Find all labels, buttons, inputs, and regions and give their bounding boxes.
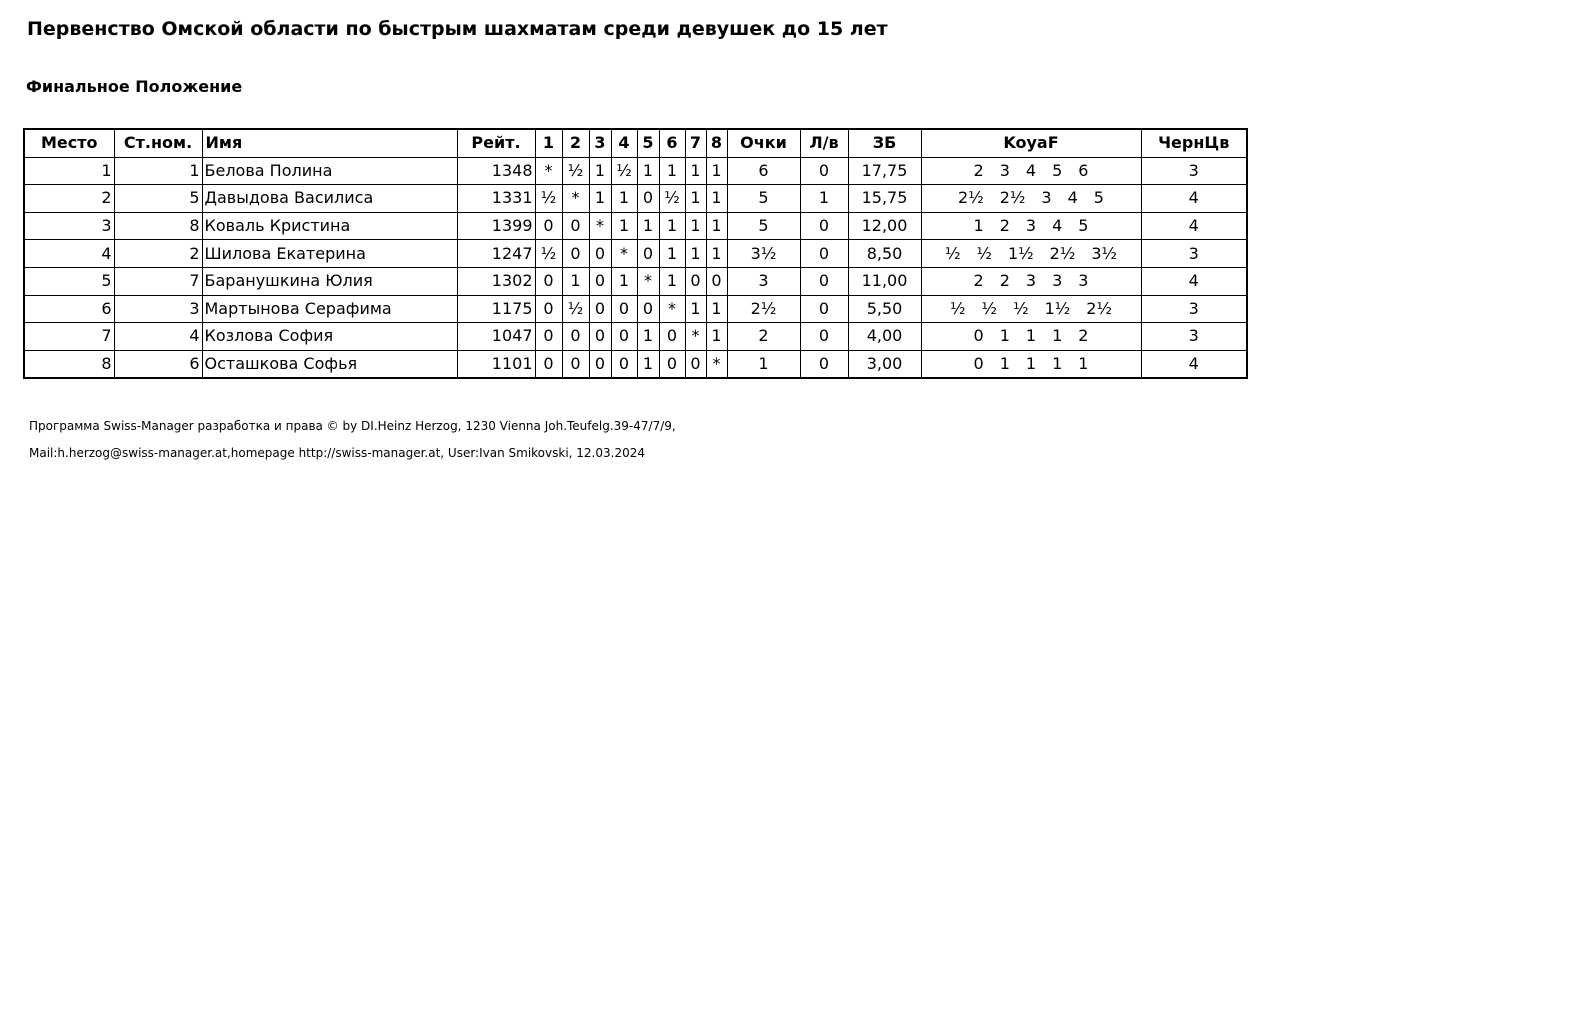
round-result-cell: 1: [611, 185, 637, 213]
round-result-cell: 0: [659, 323, 685, 351]
header-start-number: Ст.ном.: [114, 129, 202, 157]
round-result-cell: 1: [637, 350, 659, 378]
points-cell: 2: [727, 323, 800, 351]
header-points: Очки: [727, 129, 800, 157]
rating-cell: 1399: [457, 212, 535, 240]
round-result-cell: 0: [637, 295, 659, 323]
table-row: [24, 157, 1247, 185]
round-result-cell: 1: [706, 323, 727, 351]
round-result-cell: 0: [535, 212, 562, 240]
start-number-cell: 4: [114, 323, 202, 351]
round-result-cell: 1: [659, 157, 685, 185]
place-cell: 7: [24, 323, 114, 351]
round-result-cell: 0: [535, 350, 562, 378]
tiebreak-2-value: 1: [999, 354, 1010, 374]
tiebreak-2-cell: [921, 240, 1141, 268]
header-round-4: 4: [611, 129, 637, 157]
footer-copyright: Программа Swiss-Manager разработка и права © by DI.Heinz Herzog, 1230 Vienna Joh.Teufelg.39-47/7/9,: [29, 419, 676, 433]
table-row: [24, 295, 1247, 323]
place-cell: 2: [24, 185, 114, 213]
place-cell: 4: [24, 240, 114, 268]
round-result-cell: 1: [685, 212, 706, 240]
standings-table: [23, 128, 1248, 379]
round-result-cell: 1: [685, 240, 706, 268]
table-row: [24, 212, 1247, 240]
round-result-cell: 1: [589, 185, 611, 213]
wins-cell: 1: [800, 185, 848, 213]
tiebreak-2-cell: [921, 295, 1141, 323]
tiebreak-2-value: 1: [1025, 354, 1037, 374]
rating-cell: 1175: [457, 295, 535, 323]
tiebreak-2-value: ½: [976, 243, 992, 263]
tiebreak-2-cell: [921, 185, 1141, 213]
round-result-cell: *: [611, 240, 637, 268]
round-result-cell: 1: [659, 212, 685, 240]
header-tiebreak-1: ЗБ: [848, 129, 921, 157]
header-round-3: 3: [589, 129, 611, 157]
player-name-cell: Козлова София: [202, 323, 457, 351]
round-result-cell: 0: [637, 240, 659, 268]
tiebreak-2-value: 2: [999, 271, 1010, 291]
tiebreak-2-value: 5: [1093, 188, 1104, 208]
tiebreak-1-cell: 15,75: [848, 185, 921, 213]
wins-cell: 0: [800, 323, 848, 351]
tiebreak-2-value: ½: [981, 298, 998, 318]
player-name-cell: Белова Полина: [202, 157, 457, 185]
tiebreak-2-value: 3: [1025, 216, 1037, 236]
header-round-8: 8: [706, 129, 727, 157]
round-result-cell: 1: [685, 295, 706, 323]
tiebreak-2-value: ½: [944, 243, 961, 263]
round-result-cell: 1: [659, 267, 685, 295]
round-result-cell: 0: [535, 295, 562, 323]
tiebreak-2-value: 1½: [1044, 298, 1071, 318]
place-cell: 6: [24, 295, 114, 323]
tiebreak-2-cell: [921, 212, 1141, 240]
tiebreak-2-value: 5: [1052, 160, 1063, 180]
header-round-6: 6: [659, 129, 685, 157]
points-cell: 1: [727, 350, 800, 378]
rating-cell: 1302: [457, 267, 535, 295]
tiebreak-3-cell: 4: [1141, 212, 1247, 240]
document-title: Первенство Омской области по быстрым шахматам среди девушек до 15 лет: [27, 18, 888, 40]
rating-cell: 1247: [457, 240, 535, 268]
tiebreak-2-value: ½: [950, 298, 966, 318]
round-result-cell: 0: [611, 323, 637, 351]
round-result-cell: ½: [562, 295, 589, 323]
header-name: Имя: [202, 129, 457, 157]
points-cell: 2½: [727, 295, 800, 323]
round-result-cell: *: [589, 212, 611, 240]
points-cell: 5: [727, 212, 800, 240]
document-subtitle: Финальное Положение: [26, 77, 243, 96]
round-result-cell: 0: [589, 267, 611, 295]
round-result-cell: 1: [706, 157, 727, 185]
tiebreak-1-cell: 5,50: [848, 295, 921, 323]
tiebreak-2-value: 2: [999, 216, 1010, 236]
tiebreak-2-value: 1: [973, 216, 984, 236]
player-name-cell: Осташкова Софья: [202, 350, 457, 378]
footer-contact: Mail:h.herzog@swiss-manager.at,homepage http://swiss-manager.at, User:Ivan Smikovski, 12.03.2024: [29, 446, 645, 460]
tiebreak-2-value: 1: [1078, 354, 1089, 374]
tiebreak-2-value: 2½: [999, 188, 1026, 208]
round-result-cell: 0: [562, 212, 589, 240]
tiebreak-2-value: 2½: [1086, 298, 1112, 318]
tiebreak-1-cell: 8,50: [848, 240, 921, 268]
wins-cell: 0: [800, 350, 848, 378]
start-number-cell: 5: [114, 185, 202, 213]
standings-body: [24, 157, 1247, 378]
tiebreak-3-cell: 4: [1141, 350, 1247, 378]
wins-cell: 0: [800, 295, 848, 323]
round-result-cell: 1: [706, 240, 727, 268]
round-result-cell: 0: [535, 323, 562, 351]
header-round-2: 2: [562, 129, 589, 157]
start-number-cell: 7: [114, 267, 202, 295]
tiebreak-2-value: 1: [999, 326, 1010, 346]
tiebreak-2-value: 0: [973, 354, 984, 374]
round-result-cell: 1: [637, 157, 659, 185]
player-name-cell: Шилова Екатерина: [202, 240, 457, 268]
round-result-cell: 0: [562, 323, 589, 351]
round-result-cell: 0: [685, 350, 706, 378]
header-row: [24, 129, 1247, 157]
header-wins: Л/в: [800, 129, 848, 157]
round-result-cell: ½: [659, 185, 685, 213]
table-row: [24, 267, 1247, 295]
header-rating: Рейт.: [457, 129, 535, 157]
round-result-cell: 1: [637, 212, 659, 240]
tiebreak-2-value: 0: [973, 326, 984, 346]
tiebreak-2-value: 1: [1025, 326, 1037, 346]
tiebreak-2-value: 6: [1078, 160, 1089, 180]
tiebreak-2-value: 3: [1052, 271, 1063, 291]
tiebreak-2-value: 2½: [958, 188, 984, 208]
round-result-cell: *: [535, 157, 562, 185]
rating-cell: 1348: [457, 157, 535, 185]
tiebreak-2-cell: [921, 267, 1141, 295]
tiebreak-2-value: 4: [1067, 188, 1078, 208]
round-result-cell: 1: [706, 185, 727, 213]
points-cell: 5: [727, 185, 800, 213]
round-result-cell: 1: [637, 323, 659, 351]
table-row: [24, 185, 1247, 213]
tiebreak-3-cell: 4: [1141, 185, 1247, 213]
round-result-cell: 0: [706, 267, 727, 295]
tiebreak-3-cell: 3: [1141, 157, 1247, 185]
tiebreak-2-cell: [921, 350, 1141, 378]
player-name-cell: Баранушкина Юлия: [202, 267, 457, 295]
round-result-cell: 1: [562, 267, 589, 295]
round-result-cell: 1: [659, 240, 685, 268]
header-round-5: 5: [637, 129, 659, 157]
rating-cell: 1331: [457, 185, 535, 213]
tiebreak-2-value: 1: [1052, 354, 1063, 374]
tiebreak-2-value: 2½: [1049, 243, 1076, 263]
tiebreak-2-value: ½: [1013, 298, 1029, 318]
round-result-cell: *: [637, 267, 659, 295]
wins-cell: 0: [800, 267, 848, 295]
tiebreak-1-cell: 3,00: [848, 350, 921, 378]
round-result-cell: 0: [562, 240, 589, 268]
tiebreak-1-cell: 17,75: [848, 157, 921, 185]
round-result-cell: 1: [685, 185, 706, 213]
tiebreak-2-value: 3: [999, 160, 1010, 180]
tiebreak-2-value: 3: [1041, 188, 1052, 208]
tiebreak-2-cell: [921, 323, 1141, 351]
round-result-cell: 1: [706, 295, 727, 323]
tiebreak-3-cell: 4: [1141, 267, 1247, 295]
tiebreak-2-value: 1: [1052, 326, 1063, 346]
tiebreak-2-value: 2: [973, 271, 984, 291]
round-result-cell: 0: [535, 267, 562, 295]
points-cell: 6: [727, 157, 800, 185]
tiebreak-2-cell: [921, 157, 1141, 185]
place-cell: 8: [24, 350, 114, 378]
round-result-cell: *: [562, 185, 589, 213]
round-result-cell: 0: [685, 267, 706, 295]
round-result-cell: 1: [685, 157, 706, 185]
tiebreak-2-value: 3: [1025, 271, 1037, 291]
round-result-cell: 0: [589, 240, 611, 268]
round-result-cell: ½: [535, 185, 562, 213]
start-number-cell: 2: [114, 240, 202, 268]
header-tiebreak-2: KoyaF: [921, 129, 1141, 157]
round-result-cell: 0: [589, 323, 611, 351]
rating-cell: 1101: [457, 350, 535, 378]
round-result-cell: 0: [589, 295, 611, 323]
round-result-cell: *: [685, 323, 706, 351]
tiebreak-1-cell: 4,00: [848, 323, 921, 351]
round-result-cell: 1: [589, 157, 611, 185]
round-result-cell: ½: [611, 157, 637, 185]
tiebreak-3-cell: 3: [1141, 240, 1247, 268]
points-cell: 3½: [727, 240, 800, 268]
round-result-cell: ½: [535, 240, 562, 268]
tiebreak-2-value: 3½: [1091, 243, 1118, 263]
rating-cell: 1047: [457, 323, 535, 351]
player-name-cell: Коваль Кристина: [202, 212, 457, 240]
header-round-7: 7: [685, 129, 706, 157]
tiebreak-1-cell: 11,00: [848, 267, 921, 295]
tiebreak-3-cell: 3: [1141, 295, 1247, 323]
tiebreak-2-value: 3: [1078, 271, 1089, 291]
table-row: [24, 350, 1247, 378]
wins-cell: 0: [800, 157, 848, 185]
tiebreak-2-value: 4: [1025, 160, 1037, 180]
start-number-cell: 6: [114, 350, 202, 378]
round-result-cell: 0: [611, 350, 637, 378]
round-result-cell: 0: [562, 350, 589, 378]
player-name-cell: Мартынова Серафима: [202, 295, 457, 323]
player-name-cell: Давыдова Василиса: [202, 185, 457, 213]
tiebreak-3-cell: 3: [1141, 323, 1247, 351]
round-result-cell: 1: [611, 212, 637, 240]
header-tiebreak-3: ЧернЦв: [1141, 129, 1247, 157]
round-result-cell: 1: [611, 267, 637, 295]
round-result-cell: *: [659, 295, 685, 323]
start-number-cell: 8: [114, 212, 202, 240]
place-cell: 3: [24, 212, 114, 240]
tiebreak-2-value: 5: [1078, 216, 1089, 236]
start-number-cell: 1: [114, 157, 202, 185]
tiebreak-1-cell: 12,00: [848, 212, 921, 240]
header-place: Место: [24, 129, 114, 157]
tiebreak-2-value: 2: [1078, 326, 1089, 346]
round-result-cell: 0: [637, 185, 659, 213]
points-cell: 3: [727, 267, 800, 295]
round-result-cell: *: [706, 350, 727, 378]
tiebreak-2-value: 2: [973, 160, 984, 180]
table-row: [24, 323, 1247, 351]
start-number-cell: 3: [114, 295, 202, 323]
wins-cell: 0: [800, 240, 848, 268]
round-result-cell: ½: [562, 157, 589, 185]
round-result-cell: 0: [589, 350, 611, 378]
round-result-cell: 0: [611, 295, 637, 323]
tiebreak-2-value: 4: [1052, 216, 1063, 236]
round-result-cell: 1: [706, 212, 727, 240]
place-cell: 5: [24, 267, 114, 295]
header-round-1: 1: [535, 129, 562, 157]
place-cell: 1: [24, 157, 114, 185]
wins-cell: 0: [800, 212, 848, 240]
table-row: [24, 240, 1247, 268]
round-result-cell: 0: [659, 350, 685, 378]
tiebreak-2-value: 1½: [1007, 243, 1034, 263]
